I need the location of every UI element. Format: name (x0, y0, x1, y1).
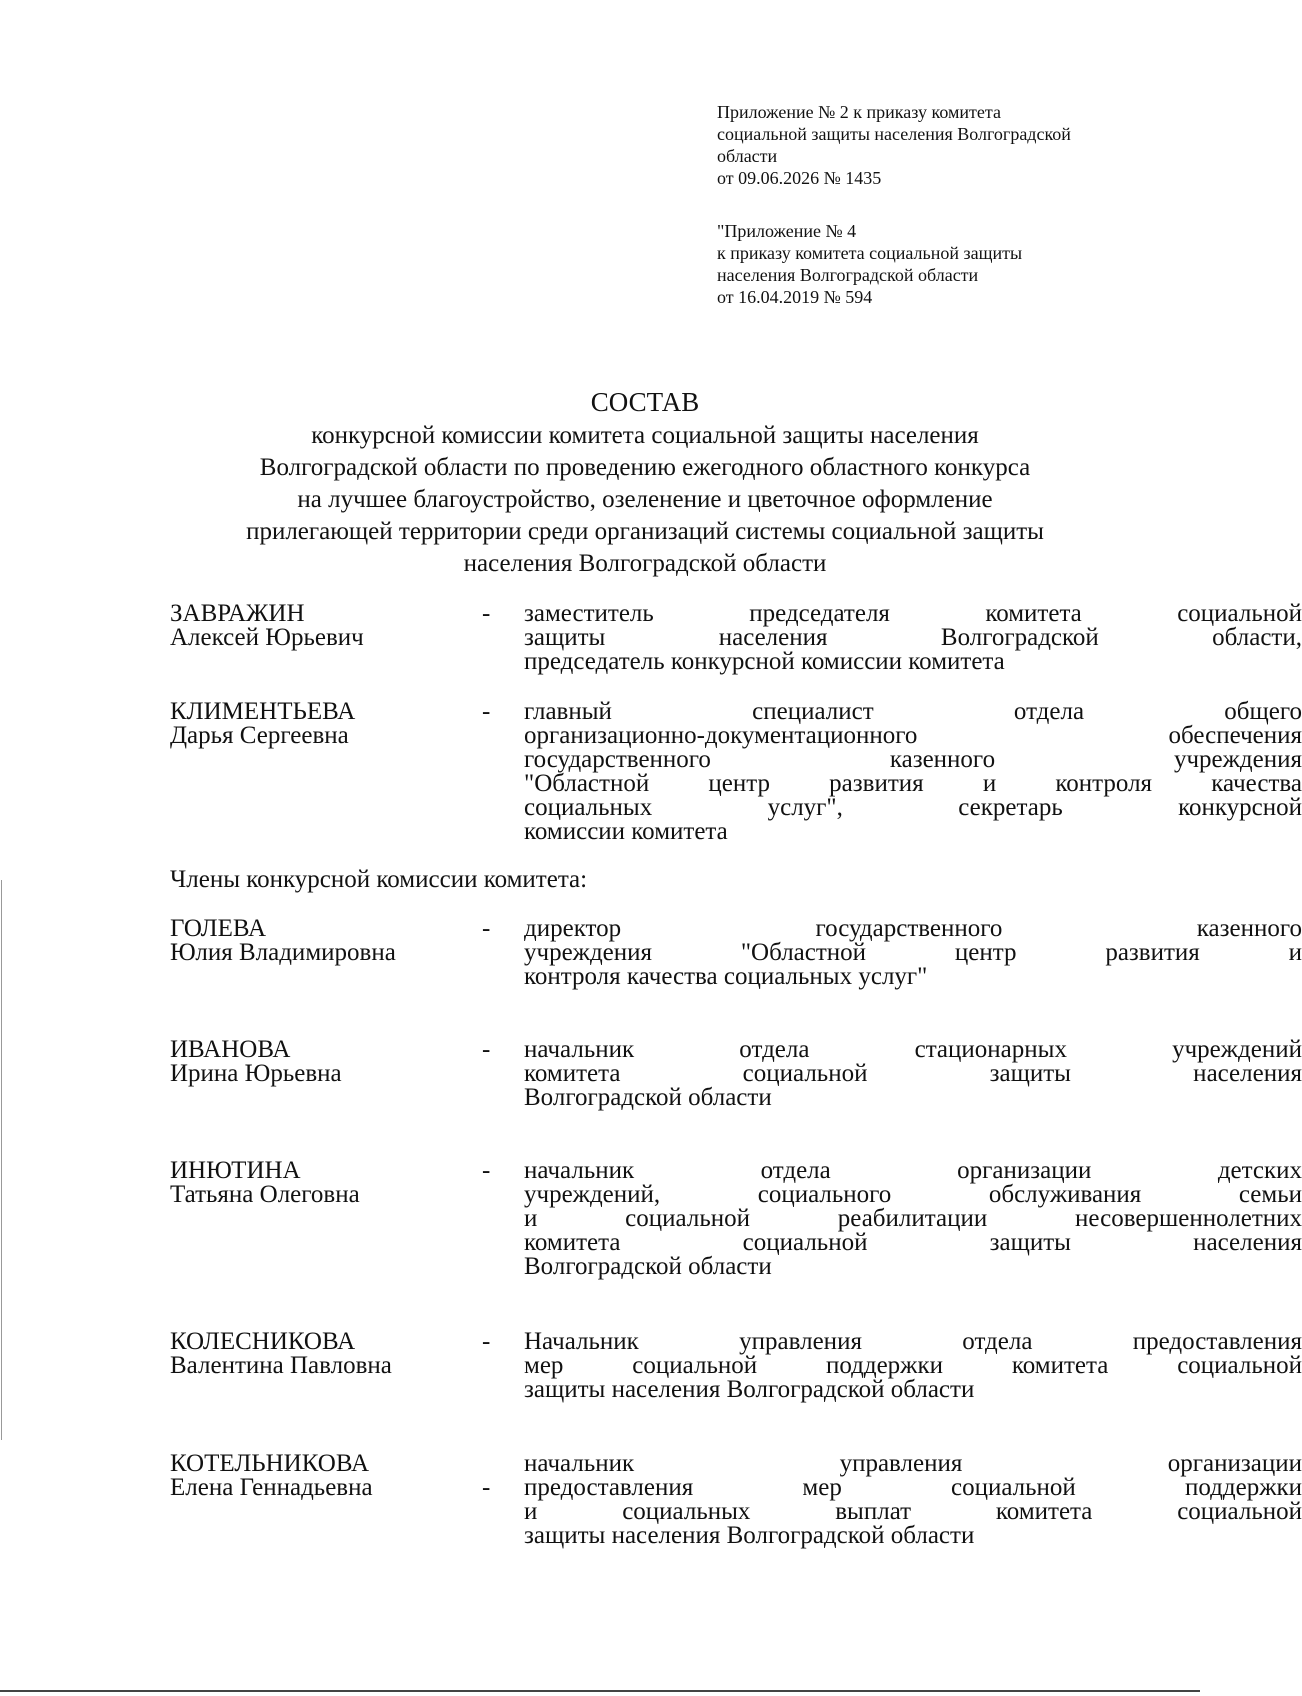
role-line: начальник отдела организации детских (524, 1157, 1302, 1184)
dash-separator: - (482, 1036, 491, 1063)
approval-note-line: населения Волгоградской области (717, 265, 979, 285)
member-given-name: Валентина Павловна (170, 1352, 392, 1379)
approval-note-line: социальной защиты населения Волгоградской (717, 124, 1071, 144)
role-line: "Областной центр развития и контроля качества (524, 770, 1302, 797)
dash-separator: - (482, 915, 491, 942)
role-line: предоставления мер социальной поддержки (524, 1474, 1302, 1501)
dash-separator: - (482, 600, 491, 627)
dash-separator: - (482, 698, 491, 725)
role-line: защиты населения Волгоградской области (524, 1522, 975, 1549)
subtitle-line: на лучшее благоустройство, озеленение и цветочное оформление (297, 486, 993, 513)
members-heading: Члены конкурсной комиссии комитета: (170, 866, 588, 893)
role-line: Начальник управления отдела предоставления (524, 1328, 1302, 1355)
approval-note-current (717, 101, 1147, 189)
member-role (524, 1330, 1302, 1402)
document-subtitle (150, 420, 1140, 580)
role-line: комиссии комитета (524, 818, 728, 845)
member-surname: ИНЮТИНА (170, 1157, 301, 1184)
member-role (524, 1159, 1302, 1279)
role-line: Волгоградской области (524, 1253, 772, 1280)
role-line: учреждений, социального обслуживания семьи (524, 1181, 1302, 1208)
approval-note-line: от 09.06.2026 № 1435 (717, 168, 882, 188)
member-given-name: Ирина Юрьевна (170, 1060, 342, 1087)
role-line: начальник отдела стационарных учреждений (524, 1036, 1302, 1063)
role-line: комитета социальной защиты населения (524, 1060, 1302, 1087)
member-surname: КОТЕЛЬНИКОВА (170, 1450, 369, 1477)
approval-note-line: области (717, 146, 778, 166)
member-given-name: Алексей Юрьевич (170, 624, 364, 651)
member-surname: КЛИМЕНТЬЕВА (170, 698, 356, 725)
role-line: начальник управления организации (524, 1450, 1302, 1477)
role-line: защиты населения Волгоградской области, (524, 624, 1302, 651)
member-role (524, 602, 1302, 674)
role-line: заместитель председателя комитета социальной (524, 600, 1302, 627)
role-line: государственного казенного учреждения (524, 746, 1302, 773)
role-line: Волгоградской области (524, 1084, 772, 1111)
member-surname: ГОЛЕВА (170, 915, 267, 942)
member-role (524, 1452, 1302, 1548)
dash-separator: - (482, 1157, 491, 1184)
subtitle-line: Волгоградской области по проведению ежегодного областного конкурса (259, 454, 1031, 481)
member-role (524, 1038, 1302, 1110)
member-surname: ЗАВРАЖИН (170, 600, 305, 627)
approval-note-line: Приложение № 2 к приказу комитета (717, 102, 1001, 122)
subtitle-line: конкурсной комиссии комитета социальной защиты населения (311, 422, 979, 449)
dash-separator: - (482, 1328, 491, 1355)
member-role (524, 700, 1302, 844)
member-surname: ИВАНОВА (170, 1036, 291, 1063)
member-given-name: Дарья Сергеевна (170, 722, 349, 749)
role-line: мер социальной поддержки комитета социальной (524, 1352, 1302, 1379)
approval-note-line: от 16.04.2019 № 594 (717, 287, 873, 307)
role-line: комитета социальной защиты населения (524, 1229, 1302, 1256)
member-given-name: Юлия Владимировна (170, 939, 396, 966)
dash-separator: - (482, 1474, 491, 1501)
role-line: председатель конкурсной комиссии комитета (524, 648, 1005, 675)
approval-note-line: к приказу комитета социальной защиты (717, 243, 1023, 263)
approval-note-original (717, 220, 1147, 308)
role-line: главный специалист отдела общего (524, 698, 1302, 725)
member-given-name: Татьяна Олеговна (170, 1181, 360, 1208)
scan-bottom-edge (0, 1690, 1200, 1692)
role-line: контроля качества социальных услуг" (524, 963, 928, 990)
subtitle-line: прилегающей территории среди организаций системы социальной защиты (246, 518, 1044, 545)
subtitle-line: населения Волгоградской области (463, 550, 827, 577)
document-title: СОСТАВ (590, 387, 700, 417)
role-line: директор государственного казенного (524, 915, 1302, 942)
role-line: социальных услуг", секретарь конкурсной (524, 794, 1302, 821)
member-surname: КОЛЕСНИКОВА (170, 1328, 356, 1355)
member-role (524, 917, 1302, 989)
role-line: учреждения "Областной центр развития и (524, 939, 1302, 966)
role-line: и социальной реабилитации несовершеннолетних (524, 1205, 1302, 1232)
member-given-name: Елена Геннадьевна (170, 1474, 373, 1501)
role-line: защиты населения Волгоградской области (524, 1376, 975, 1403)
role-line: организационно-документационного обеспечения (524, 722, 1302, 749)
role-line: и социальных выплат комитета социальной (524, 1498, 1302, 1525)
approval-note-line: "Приложение № 4 (717, 221, 857, 241)
scan-edge-line (1, 880, 2, 1440)
